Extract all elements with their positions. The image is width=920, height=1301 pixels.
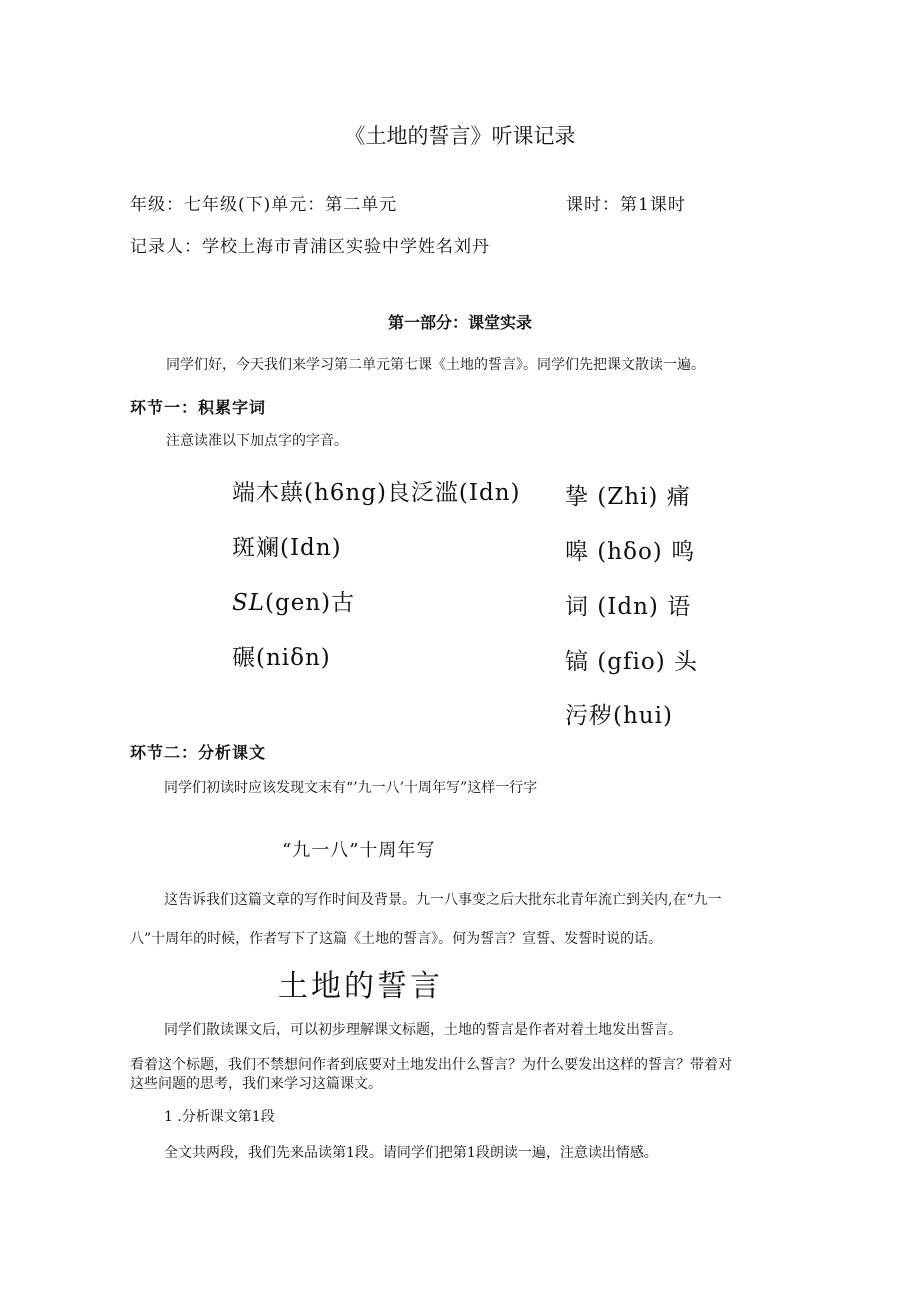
step2-paragraph-1: 同学们初读时应该发现文末有“’九一八’十周年写”这样一行字 (164, 780, 538, 796)
vocab-right-3: 词 (Idn) 语 (565, 594, 692, 620)
vocab-right-1: 挚 (Zhi) 痛 (565, 484, 691, 510)
step2-paragraph-2-line2: 八”十周年的时候，作者写下了这篇《土地的誓言》。何为誓言？宣誓、发誓时说的话。 (130, 931, 663, 947)
document-title: 《土地的誓言》听课记录 (344, 124, 576, 148)
intro-paragraph: 同学们好，今天我们来学习第二单元第七课《土地的誓言》。同学们先把课文散读一遍。 (166, 357, 705, 373)
recorder-line: 记录人：学校上海市青浦区实验中学姓名刘丹 (130, 237, 490, 257)
vocab-left-3-italic: SL (232, 590, 266, 616)
vocab-right-4: 镐 (gfio) 头 (565, 649, 699, 675)
vocab-left-1: 端木蕻(h6ng)良泛滥(Idn) (232, 480, 521, 506)
step2-paragraph-2-line1: 这告诉我们这篇文章的写作时间及背景。九一八事变之后大批东北青年流亡到关内,在“九一 (164, 892, 722, 908)
step2-heading: 环节二：分析课文 (130, 743, 267, 762)
text-title-large: 土地的誓言 (278, 969, 443, 1004)
step2-paragraph-4-line2: 这些问题的思考，我们来学习这篇课文。 (130, 1076, 382, 1092)
step2-paragraph-5: 全文共两段，我们先来品读第1段。请同学们把第1段朗读一遍，注意读出情感。 (164, 1145, 658, 1161)
step2-paragraph-3: 同学们散读课文后，可以初步理解课文标题，土地的誓言是作者对着土地发出誓言。 (164, 1022, 682, 1038)
subsection-1-heading: 1 .分析课文第1段 (164, 1109, 275, 1125)
vocab-right-5: 污秽(hui) (565, 703, 673, 729)
vocab-left-3-rest: (gen)古 (265, 590, 356, 616)
vocab-left-4: 碾(niδn) (232, 645, 331, 671)
part1-title: 第一部分：课堂实录 (387, 313, 532, 332)
step1-instruction: 注意读准以下加点字的字音。 (166, 433, 348, 449)
vocab-left-2: 斑斓(Idn) (232, 535, 342, 561)
vocab-left-3 (232, 584, 355, 617)
vocab-right-2: 嗥 (hδo) 鸣 (565, 539, 696, 565)
step1-heading: 环节一：积累字词 (130, 398, 267, 417)
step2-paragraph-4-line1: 看着这个标题，我们不禁想问作者到底要对土地发出什么誓言？为什么要发出这样的誓言？带着对 (130, 1057, 732, 1073)
date-inscription-quote: “九一八”十周年写 (282, 840, 436, 861)
grade-unit-line: 年级：七年级(下)单元：第二单元 (130, 195, 398, 215)
lesson-period: 课时：第1课时 (566, 195, 686, 215)
